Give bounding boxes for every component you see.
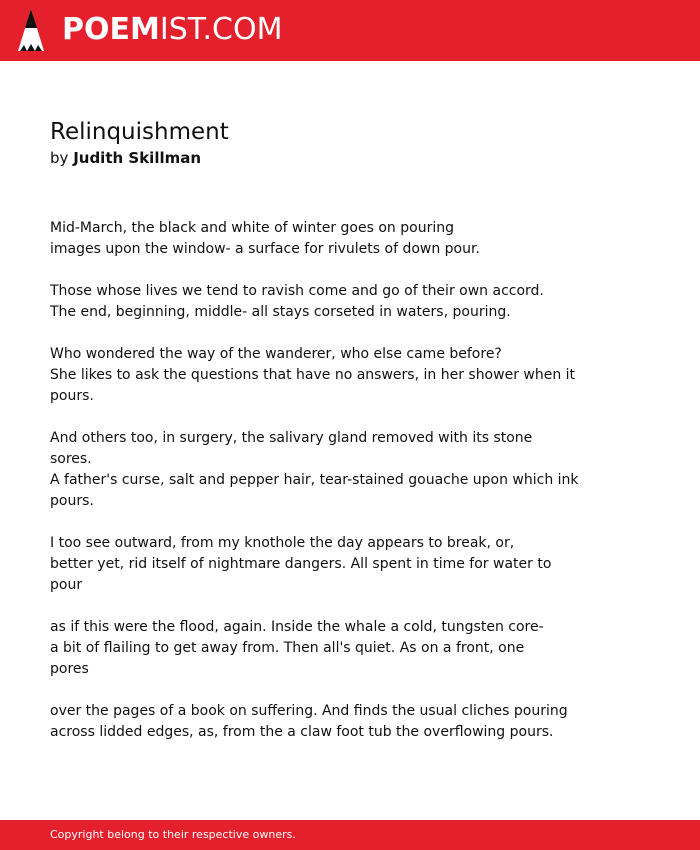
poem-line: She likes to ask the questions that have no answers, in her shower when it <box>50 367 576 383</box>
poem-line: And others too, in surgery, the salivary gland removed with its stone <box>50 430 533 446</box>
poem-line: as if this were the flood, again. Inside the whale a cold, tungsten core- <box>50 619 544 635</box>
poem-line: The end, beginning, middle- all stays corseted in waters, pouring. <box>50 304 511 320</box>
poem-line: Those whose lives we tend to ravish come and go of their own accord. <box>50 283 544 299</box>
poem-line: pours. <box>50 493 94 509</box>
poem-line: A father's curse, salt and pepper hair, tear-stained gouache upon which ink <box>50 472 579 488</box>
poem-line: over the pages of a book on suffering. And finds the usual cliches pouring <box>50 703 568 719</box>
logo-text-light: IST.COM <box>159 12 283 47</box>
poem-body <box>50 218 650 743</box>
poem-line: Who wondered the way of the wanderer, who else came before? <box>50 346 502 362</box>
stanza <box>50 617 650 680</box>
poem-line: better yet, rid itself of nightmare dangers. All spent in time for water to <box>50 556 552 572</box>
poem-line: pour <box>50 577 83 593</box>
poem-line: across lidded edges, as, from the a claw foot tub the overflowing pours. <box>50 724 554 740</box>
poem-line: I too see outward, from my knothole the day appears to break, or, <box>50 535 515 551</box>
poem-line: pours. <box>50 388 94 404</box>
stanza <box>50 344 650 407</box>
stanza <box>50 218 650 260</box>
poem-line: a bit of flailing to get away from. Then all's quiet. As on a front, one <box>50 640 525 656</box>
copyright-notice: Copyright belong to their respective owners. <box>50 828 296 841</box>
stanza <box>50 533 650 596</box>
poem-content <box>50 117 650 764</box>
logo-text-bold: POEM <box>62 12 160 47</box>
pencil-icon[interactable] <box>18 9 44 51</box>
stanza <box>50 428 650 512</box>
poem-line: sores. <box>50 451 92 467</box>
byline <box>50 147 650 169</box>
poem-line: pores <box>50 661 89 677</box>
site-logo[interactable] <box>62 11 282 49</box>
author-name[interactable]: Judith Skillman <box>73 149 202 167</box>
poem-title: Relinquishment <box>50 119 229 145</box>
stanza <box>50 281 650 323</box>
stanza <box>50 701 650 743</box>
by-label: by <box>50 149 69 167</box>
site-footer <box>0 820 700 850</box>
poem-line: images upon the window- a surface for rivulets of down pour. <box>50 241 480 257</box>
poem-line: Mid-March, the black and white of winter goes on pouring <box>50 220 454 236</box>
site-header <box>0 0 700 61</box>
